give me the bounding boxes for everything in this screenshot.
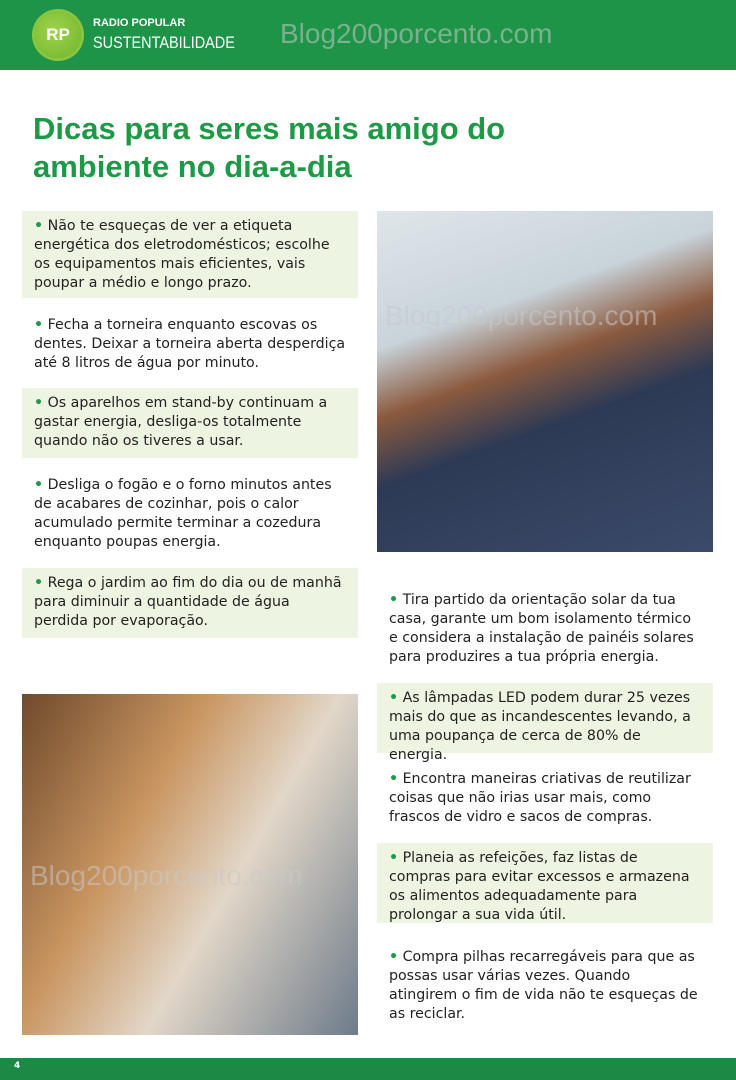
page-number: 4 — [14, 1061, 21, 1071]
tip-1: • Não te esqueças de ver a etiqueta energética dos eletrodomésticos; escolhe os equipamentos mais eficientes, vais poupar a médio e longo prazo. — [22, 211, 358, 298]
tip-5: • Rega o jardim ao fim do dia ou de manhã para diminuir a quantidade de água perdida por evaporação. — [22, 568, 358, 638]
page-title: Dicas para seres mais amigo do ambiente no dia-a-dia — [33, 111, 506, 184]
watermark: Blog200porcento.com — [30, 860, 303, 891]
rp-logo: RP — [35, 12, 81, 58]
footer — [0, 1058, 736, 1080]
tip-6: • Tira partido da orientação solar da tua casa, garante um bom isolamento térmico e considera a instalação de painéis solares para produzires a tua própria energia. — [389, 592, 694, 665]
photo-family-solar-panels — [377, 211, 713, 552]
tip-8: • Encontra maneiras criativas de reutilizar coisas que não irias usar mais, como frascos de vidro e sacos de compras. — [389, 771, 691, 825]
photo-man-lightbulb — [22, 694, 358, 1035]
tip-7: • As lâmpadas LED podem durar 25 vezes mais do que as incandescentes levando, a uma poupança de cerca de 80% de energia. — [377, 683, 713, 753]
brand-section: SUSTENTABILIDADE — [93, 33, 235, 52]
tip-4: • Desliga o fogão e o forno minutos antes de acabares de cozinhar, pois o calor acumulado permite terminar a cozedura enquanto poupas energia. — [34, 477, 332, 550]
brand-name: RADIO POPULAR — [93, 17, 186, 29]
watermark: Blog200porcento.com — [280, 18, 553, 49]
tip-9: • Planeia as refeições, faz listas de compras para evitar excessos e armazena os alimentos adequadamente para prolongar a sua vida útil. — [377, 843, 713, 923]
tip-10: • Compra pilhas recarregáveis para que as possas usar várias vezes. Quando atingirem o fim de vida não te esqueças de as reciclar. — [389, 949, 698, 1022]
watermark: Blog200porcento.com — [385, 300, 658, 331]
header — [0, 0, 736, 70]
tip-2: • Fecha a torneira enquanto escovas os dentes. Deixar a torneira aberta desperdiça até 8 litros de água por minuto. — [34, 317, 346, 371]
tip-3: • Os aparelhos em stand-by continuam a gastar energia, desliga-os totalmente quando não os tiveres a usar. — [22, 388, 358, 458]
